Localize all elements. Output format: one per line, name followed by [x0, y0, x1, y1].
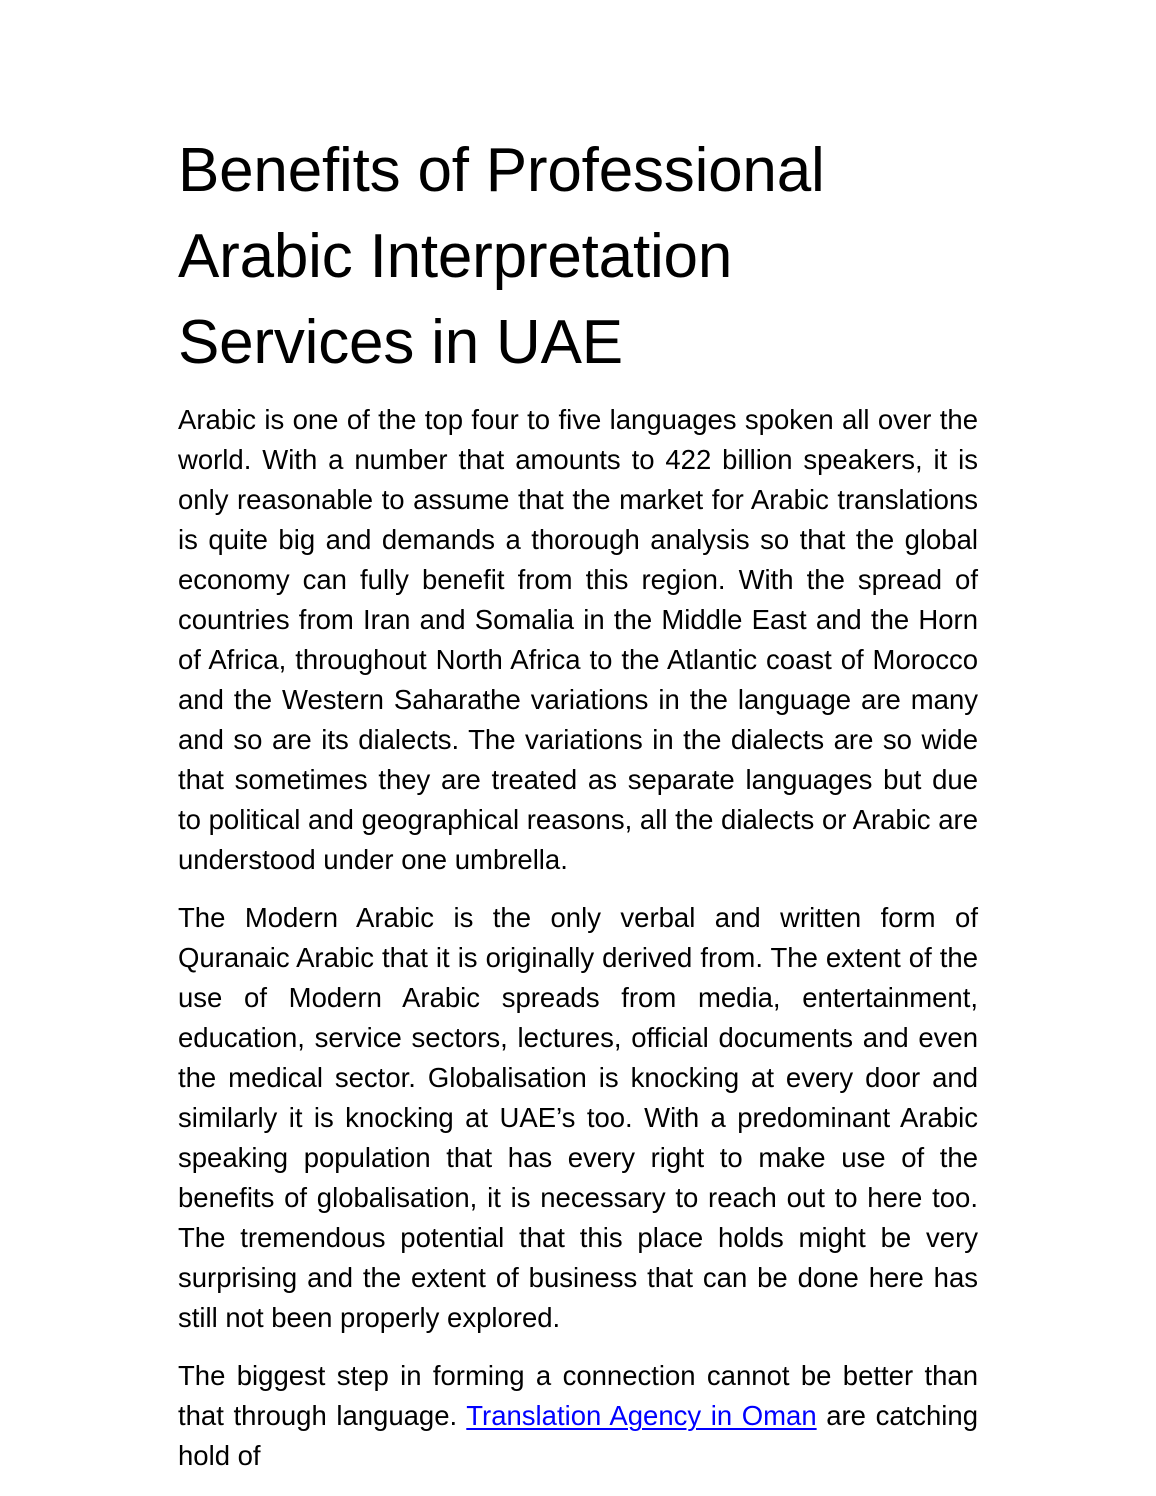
body-paragraph-3: [178, 1356, 978, 1476]
document-content: [178, 128, 978, 1476]
body-paragraph-1: Arabic is one of the top four to five languages spoken all over the world. With a number that amounts to 422 billion speakers, it is only reasonable to assume that the market for Arabic translations is quite big and demands a thorough analysis so that the global economy can fully benefit from this region. With the spread of countries from Iran and Somalia in the Middle East and the Horn of Africa, throughout North Africa to the Atlantic coast of Morocco and the Western Saharathe variations in the language are many and so are its dialects. The variations in the dialects are so wide that sometimes they are treated as separate languages but due to political and geographical reasons, all the dialects or Arabic are understood under one umbrella.: [178, 404, 978, 875]
body-paragraph-2: The Modern Arabic is the only verbal and written form of Quranaic Arabic that it is originally derived from. The extent of the use of Modern Arabic spreads from media, entertainment, education, service sectors, lectures, official documents and even the medical sector. Globalisation is knocking at every door and similarly it is knocking at UAE’s too. With a predominant Arabic speaking population that has every right to make use of the benefits of globalisation, it is necessary to reach out to here too. The tremendous potential that this place holds might be very surprising and the extent of business that can be done here has still not been properly explored.: [178, 902, 978, 1333]
translation-agency-in-oman-link[interactable]: Translation Agency in Oman: [466, 1400, 817, 1431]
page-title: Benefits of Professional Arabic Interpretation Services in UAE: [178, 136, 825, 377]
paragraph-3-text-after-link: are catching hold of: [178, 1400, 979, 1471]
paragraph-3-text-before-link: The biggest step in forming a connection cannot be better than that through language.: [178, 1360, 978, 1431]
